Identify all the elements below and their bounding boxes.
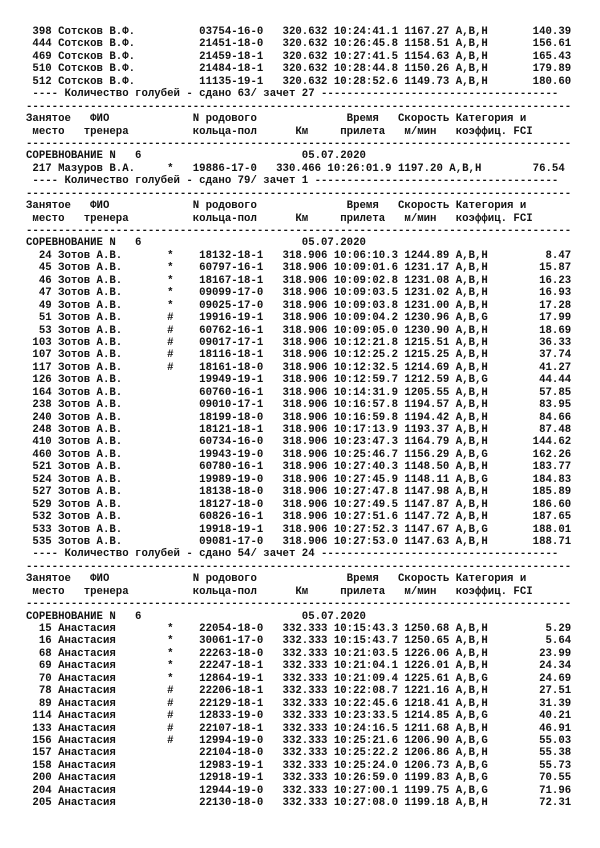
result-row: 535 Зотов А.В. 09081-17-0 318.906 10:27:53.0 1147.63 А,В,Н 188.71 (26, 535, 572, 548)
result-row: 46 Зотов А.В. * 18167-18-1 318.906 10:09:02.8 1231.08 А,В,Н 16.23 (26, 274, 572, 287)
result-row: 217 Мазуров В.А. * 19886-17-0 330.466 10:26:01.9 1197.20 А,В,Н 76.54 (26, 162, 565, 175)
result-row: 133 Анастасия # 22107-18-1 332.333 10:24:16.5 1211.68 А,В,Н 46.91 (26, 722, 572, 735)
result-row: 156 Анастасия # 12994-19-0 332.333 10:25:21.6 1206.90 А,В,G 55.03 (26, 734, 572, 747)
result-row: 512 Сотсков В.Ф. 11135-19-1 320.632 10:28:52.6 1149.73 А,В,Н 180.60 (26, 75, 572, 88)
result-row: 15 Анастасия * 22054-18-0 332.333 10:15:43.3 1250.68 А,В,Н 5.29 (26, 623, 572, 635)
result-row: 49 Зотов А.В. * 09025-17-0 318.906 10:09:03.8 1231.00 А,В,Н 17.28 (26, 299, 572, 312)
result-row: 47 Зотов А.В. * 09099-17-0 318.906 10:09:03.5 1231.02 А,В,Н 16.93 (26, 287, 572, 300)
result-row: 205 Анастасия 22130-18-0 332.333 10:27:08.0 1199.18 А,В,Н 72.31 (26, 797, 572, 810)
result-row: 240 Зотов А.В. 18199-18-0 318.906 10:16:59.8 1194.42 А,В,Н 84.66 (26, 411, 572, 424)
result-row: 24 Зотов А.В. * 18132-18-1 318.906 10:06:10.3 1244.89 А,В,Н 8.47 (26, 249, 572, 262)
result-row: 204 Анастасия 12944-19-0 332.333 10:27:00.1 1199.75 А,В,G 71.96 (26, 784, 572, 797)
summary-line: ---- Количество голубей - сдано 63/ зачет 27 ------------------------------------- (26, 88, 559, 101)
divider: ------------------------------------------------------------------------------------- (26, 187, 572, 200)
result-row: 529 Зотов А.В. 18127-18-0 318.906 10:27:49.5 1147.87 А,В,Н 186.60 (26, 498, 572, 511)
divider: ------------------------------------------------------------------------------------- (26, 137, 572, 150)
result-row: 68 Анастасия * 22263-18-0 332.333 10:21:03.5 1226.06 А,В,Н 23.99 (26, 647, 572, 660)
column-header: место тренера кольца-пол Км прилета м/мин коэффиц. FCI (26, 125, 533, 138)
result-row: 126 Зотов А.В. 19949-19-1 318.906 10:12:59.7 1212.59 А,В,G 44.44 (26, 374, 572, 387)
results-document (26, 26, 586, 810)
result-row: 532 Зотов А.В. 60826-16-1 318.906 10:27:51.6 1147.72 А,В,Н 187.65 (26, 511, 572, 524)
competition-title: СОРЕВНОВАНИЕ N 6 05.07.2020 (26, 237, 366, 250)
summary-line: ---- Количество голубей - сдано 79/ зачет 1 -------------------------------------- (26, 175, 559, 188)
result-row: 469 Сотсков В.Ф. 21459-18-1 320.632 10:27:41.5 1154.63 А,В,Н 165.43 (26, 50, 572, 63)
result-row: 51 Зотов А.В. # 19916-19-1 318.906 10:09:04.2 1230.96 А,В,G 17.99 (26, 312, 572, 325)
column-header: Занятое ФИО N родового Время Скорость Категория и (26, 573, 527, 586)
column-header: место тренера кольца-пол Км прилета м/мин коэффиц. FCI (26, 212, 533, 225)
column-header: Занятое ФИО N родового Время Скорость Категория и (26, 113, 527, 126)
result-row: 200 Анастасия 12918-19-1 332.333 10:26:59.0 1199.83 А,В,G 70.55 (26, 772, 572, 785)
divider: ------------------------------------------------------------------------------------- (26, 225, 572, 237)
result-row: 460 Зотов А.В. 19943-19-0 318.906 10:25:46.7 1156.29 А,В,G 162.26 (26, 448, 572, 461)
result-row: 510 Сотсков В.Ф. 21484-18-1 320.632 10:28:44.8 1150.26 А,В,Н 179.89 (26, 63, 572, 76)
result-row: 524 Зотов А.В. 19989-19-0 318.906 10:27:45.9 1148.11 А,В,G 184.83 (26, 473, 572, 486)
result-row: 69 Анастасия * 22247-18-1 332.333 10:21:04.1 1226.01 А,В,Н 24.34 (26, 660, 572, 673)
divider: ------------------------------------------------------------------------------------- (26, 560, 572, 573)
result-row: 53 Зотов А.В. # 60762-16-1 318.906 10:09:05.0 1230.90 А,В,Н 18.69 (26, 324, 572, 337)
competition-title: СОРЕВНОВАНИЕ N 6 05.07.2020 (26, 610, 366, 623)
result-row: 45 Зотов А.В. * 60797-16-1 318.906 10:09:01.6 1231.17 А,В,Н 15.87 (26, 262, 572, 275)
result-row: 70 Анастасия * 12864-19-1 332.333 10:21:09.4 1225.61 А,В,G 24.69 (26, 672, 572, 685)
result-row: 398 Сотсков В.Ф. 03754-16-0 320.632 10:24:41.1 1167.27 А,В,Н 140.39 (26, 26, 572, 38)
result-row: 238 Зотов А.В. 09010-17-1 318.906 10:16:57.8 1194.57 А,В,Н 83.95 (26, 399, 572, 412)
result-row: 521 Зотов А.В. 60780-16-1 318.906 10:27:40.3 1148.50 А,В,Н 183.77 (26, 461, 572, 474)
result-row: 410 Зотов А.В. 60734-16-0 318.906 10:23:47.3 1164.79 А,В,Н 144.62 (26, 436, 572, 449)
result-row: 533 Зотов А.В. 19918-19-1 318.906 10:27:52.3 1147.67 А,В,G 188.01 (26, 523, 572, 536)
result-row: 114 Анастасия # 12833-19-0 332.333 10:23:33.5 1214.85 А,В,G 40.21 (26, 710, 572, 723)
result-row: 248 Зотов А.В. 18121-18-1 318.906 10:17:13.9 1193.37 А,В,Н 87.48 (26, 424, 572, 436)
result-row: 444 Сотсков В.Ф. 21451-18-0 320.632 10:26:45.8 1158.51 А,В,Н 156.61 (26, 38, 572, 51)
result-row: 164 Зотов А.В. 60760-16-1 318.906 10:14:31.9 1205.55 А,В,Н 57.85 (26, 386, 572, 399)
result-row: 103 Зотов А.В. # 09017-17-1 318.906 10:12:21.8 1215.51 А,В,Н 36.33 (26, 336, 572, 349)
divider: ------------------------------------------------------------------------------------- (26, 100, 572, 113)
column-header: место тренера кольца-пол Км прилета м/мин коэффиц. FCI (26, 585, 533, 598)
result-row: 527 Зотов А.В. 18138-18-0 318.906 10:27:47.8 1147.98 А,В,Н 185.89 (26, 486, 572, 499)
result-row: 107 Зотов А.В. # 18116-18-1 318.906 10:12:25.2 1215.25 А,В,Н 37.74 (26, 349, 572, 362)
competition-title: СОРЕВНОВАНИЕ N 6 05.07.2020 (26, 150, 366, 163)
summary-line: ---- Количество голубей - сдано 54/ зачет 24 ------------------------------------- (26, 548, 559, 561)
result-row: 16 Анастасия * 30061-17-0 332.333 10:15:43.7 1250.65 А,В,Н 5.64 (26, 635, 572, 648)
result-row: 158 Анастасия 12983-19-1 332.333 10:25:24.0 1206.73 А,В,G 55.73 (26, 759, 572, 772)
divider: ------------------------------------------------------------------------------------- (26, 598, 572, 611)
result-row: 78 Анастасия # 22206-18-1 332.333 10:22:08.7 1221.16 А,В,Н 27.51 (26, 685, 572, 698)
result-row: 117 Зотов А.В. # 18161-18-0 318.906 10:12:32.5 1214.69 А,В,Н 41.27 (26, 361, 572, 374)
result-row: 89 Анастасия # 22129-18-1 332.333 10:22:45.6 1218.41 А,В,Н 31.39 (26, 697, 572, 710)
result-row: 157 Анастасия 22104-18-0 332.333 10:25:22.2 1206.86 А,В,Н 55.38 (26, 747, 572, 760)
column-header: Занятое ФИО N родового Время Скорость Категория и (26, 200, 527, 213)
